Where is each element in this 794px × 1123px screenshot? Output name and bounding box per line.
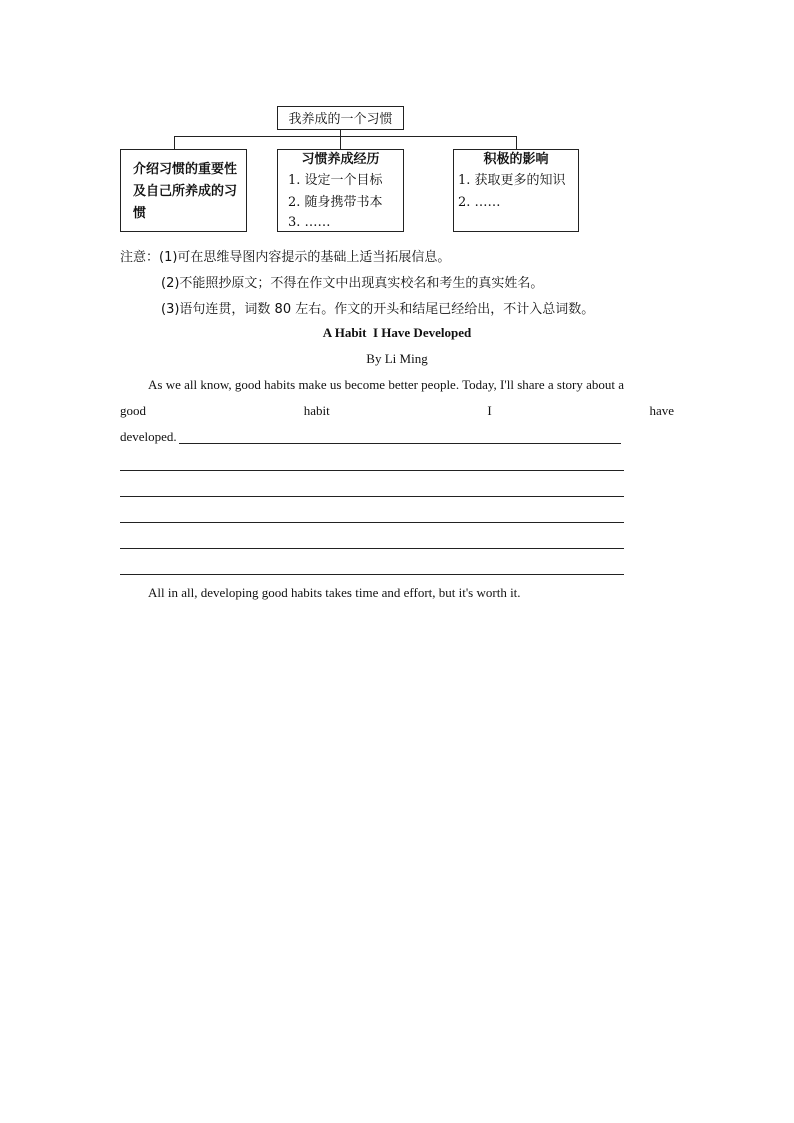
essay-title: A Habit I Have Developed: [322, 325, 472, 340]
mindmap-right-box: [453, 149, 579, 232]
answer-line[interactable]: [120, 574, 624, 575]
essay-opening-line: As we all know, good habits make us become better people. Today, I'll share a story about a: [148, 377, 625, 392]
essay-word: good: [120, 403, 146, 418]
essay-justified-line: [120, 403, 674, 419]
connector-left-down: [174, 136, 175, 149]
notes-label: 注意：: [120, 250, 160, 265]
essay-word: have: [649, 403, 674, 418]
mindmap-middle-box: [277, 149, 404, 232]
connector-horizontal: [174, 136, 517, 137]
mindmap-left-text: 介绍习惯的重要性及自己所养成的习惯: [133, 162, 238, 221]
mindmap-root-box: [277, 106, 404, 130]
mindmap-right-title: 积极的影响: [483, 152, 549, 167]
mindmap-right-item: 2. ……: [458, 195, 501, 210]
answer-line[interactable]: [120, 522, 624, 523]
essay-closing: All in all, developing good habits takes time and effort, but it's worth it.: [148, 585, 521, 600]
mindmap-root-text: 我养成的一个习惯: [288, 112, 393, 127]
mindmap-middle-item: 3. ……: [288, 215, 331, 230]
mindmap-middle-title: 习惯养成经历: [301, 152, 380, 167]
notes-line-1: [120, 246, 450, 265]
connector-middle-down: [340, 136, 341, 149]
essay-word: I: [487, 403, 492, 418]
notes-item: (3)语句连贯，词数 80 左右。作文的开头和结尾已经给出，不计入总词数。: [161, 302, 595, 317]
mindmap-right-item: 1. 获取更多的知识: [458, 173, 566, 188]
notes-item: (1)可在思维导图内容提示的基础上适当拓展信息。: [159, 250, 451, 265]
mindmap-left-box: [120, 149, 247, 232]
answer-line[interactable]: [120, 470, 624, 471]
mindmap-middle-item: 2. 随身携带书本: [288, 195, 383, 210]
answer-line[interactable]: [120, 548, 624, 549]
mindmap-middle-item: 1. 设定一个目标: [288, 173, 383, 188]
essay-word: habit: [303, 403, 330, 418]
answer-line[interactable]: [120, 496, 624, 497]
notes-item: (2)不能照抄原文；不得在作文中出现真实校名和考生的真实姓名。: [161, 276, 544, 291]
answer-line[interactable]: [179, 443, 621, 444]
essay-byline: By Li Ming: [366, 351, 428, 366]
essay-developed-line: developed.: [120, 429, 177, 444]
connector-right-down: [516, 136, 517, 149]
